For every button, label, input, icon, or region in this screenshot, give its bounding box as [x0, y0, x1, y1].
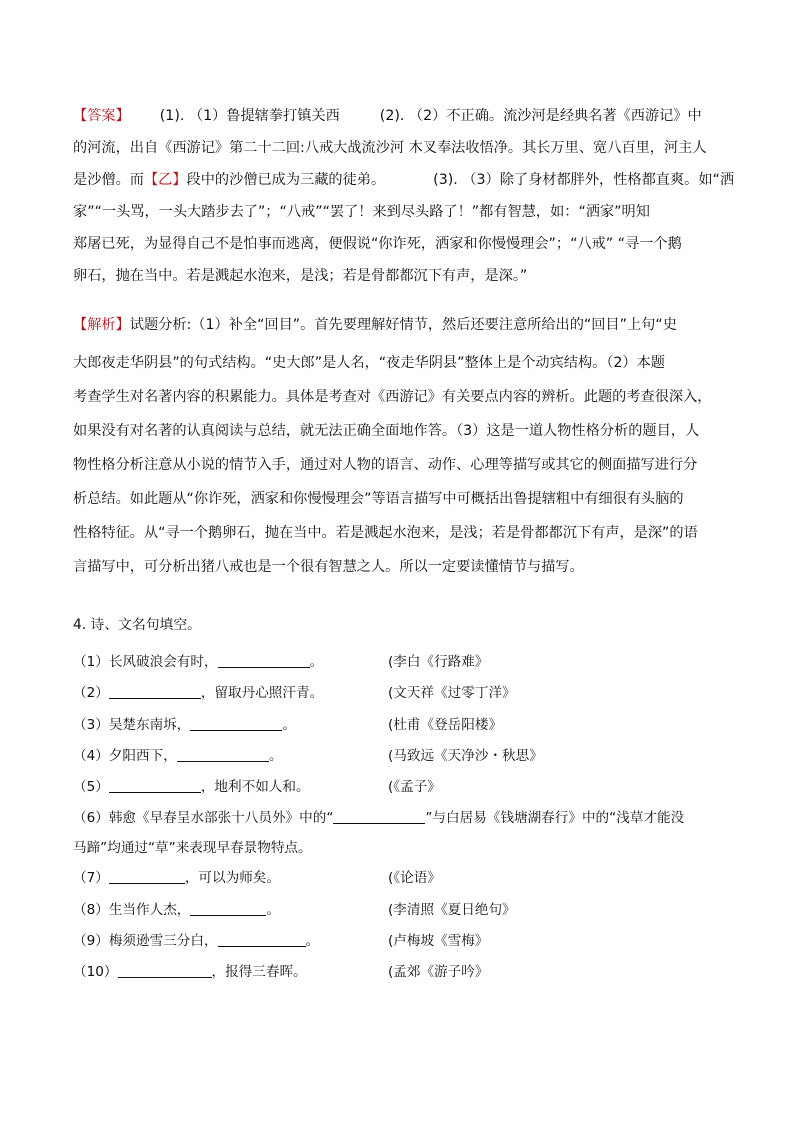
fill-item-8: [73, 895, 733, 926]
item-prefix: 吴楚东南坼，: [108, 716, 191, 733]
answer-blank[interactable]: [109, 774, 201, 793]
answer-blank[interactable]: [109, 865, 185, 884]
answer-line-1: [73, 100, 723, 132]
analysis-line-1-text: 试题分析:（1）补全“回目”。首先要理解好情节，然后还要注意所给出的“回目”上句“史: [129, 317, 677, 333]
item-suffix: ，可以为师矣。: [184, 870, 280, 887]
fill-item-3: [73, 710, 733, 741]
fill-item-10: [73, 957, 733, 988]
analysis-section: [73, 309, 723, 583]
item-source: (《论语》: [388, 870, 441, 887]
item-number: （1）: [73, 654, 109, 670]
answer-part-3-head: (3). （3）除了身材都胖外，性格都直爽。如“洒: [433, 172, 735, 188]
analysis-line-5: 物性格分析注意从小说的情节入手，通过对人物的语言、动作、心理等描写或其它的侧面描写进行分: [73, 457, 698, 473]
fill-item-6-line-2: 马蹄”均通过“草”来表现早春景物特点。: [73, 840, 312, 857]
item-number: （5）: [73, 779, 109, 796]
answer-blank[interactable]: [218, 649, 310, 668]
item-suffix: ，地利不如人和。: [200, 779, 310, 796]
item-number: （4）: [73, 747, 109, 764]
item-suffix: ，报得三春晖。: [211, 964, 307, 981]
item-number: （8）: [73, 901, 109, 918]
answer-blank[interactable]: [218, 928, 306, 947]
answer-part-1: (1). （1）鲁提辖拳打镇关西: [159, 108, 340, 124]
item-6-text-a: （6）韩愈《早春呈水部张十八员外》中的“: [73, 810, 334, 827]
item-number: （7）: [73, 870, 109, 887]
fill-item-5: [73, 772, 733, 803]
fill-item-7: [73, 863, 733, 894]
analysis-line-6: 析总结。如此题从“你诈死，洒家和你慢慢理会”等语言描写中可概括出鲁提辖粗中有细很有头脑的: [73, 491, 684, 507]
item-suffix: 。: [305, 933, 320, 950]
item-source: (文天祥《过零丁洋》: [388, 685, 516, 702]
fill-in-list: [73, 647, 733, 989]
analysis-line-4: 如果没有对名著的认真阅读与总结，就无法正确全面地作答。（3）这是一道人物性格分析的题目，人: [73, 423, 700, 439]
answer-line-3-text-b: 段中的沙僧已成为三藏的徒弟。: [186, 172, 386, 188]
answer-blank[interactable]: [177, 743, 269, 762]
fill-item-6-line-1: [73, 803, 733, 833]
answer-label: 【答案】: [73, 108, 130, 124]
fill-item-1: [73, 647, 733, 678]
answer-line-3-text-a: 是沙僧。而: [73, 172, 144, 188]
item-number: （9）: [73, 933, 109, 950]
answer-line-6: 卵石，抛在当中。若是溅起水泡来，是浅；若是骨都都沉下有声，是深。”: [73, 268, 528, 284]
item-prefix: 生当作人杰，: [108, 901, 191, 918]
answer-blank[interactable]: [190, 712, 282, 731]
analysis-line-1: [73, 309, 723, 341]
analysis-label: 【解析】: [73, 317, 130, 333]
question-4-title: 4. 诗、文名句填空。: [73, 617, 201, 633]
analysis-line-2: 大郎夜走华阴县”的句式结构。“史大郎”是人名，“夜走华阴县”整体上是个动宾结构。（2）本题: [73, 355, 665, 371]
item-suffix: 。: [266, 901, 280, 918]
answer-line-3: [73, 164, 735, 196]
analysis-line-3: 考查学生对名著内容的积累能力。具体是考查对《西游记》有关要点内容的辨析。此题的考查很深入，: [73, 389, 712, 405]
item-suffix: 。: [282, 716, 296, 733]
item-source: (杜甫《登岳阳楼》: [388, 716, 503, 733]
answer-blank[interactable]: [190, 897, 266, 916]
item-source: (卢梅坡《雪梅》: [388, 933, 489, 950]
analysis-line-7: 性格特征。从“寻一个鹅卵石，抛在当中。若是溅起水泡来，是浅；若是骨都都沉下有声，是深”的语: [73, 525, 698, 541]
answer-blank[interactable]: [333, 805, 425, 824]
analysis-line-8: 言描写中，可分析出猪八戒也是一个很有智慧之人。所以一定要读懂情节与描写。: [73, 559, 584, 575]
item-suffix: 。: [268, 747, 283, 764]
answer-part-2-head: (2). （2）不正确。流沙河是经典名著《西游记》中: [379, 108, 702, 124]
item-source: (孟郊《游子吟》: [388, 964, 489, 981]
item-prefix: 夕阳西下，: [108, 747, 177, 764]
item-source: (李清照《夏日绝句》: [388, 901, 516, 918]
item-prefix: 长风破浪会有时，: [108, 654, 218, 670]
fill-item-4: [73, 741, 733, 772]
fill-item-2: [73, 678, 733, 709]
item-number: （2）: [73, 685, 109, 702]
item-source: (马致远《天净沙・秋思》: [388, 747, 543, 764]
item-number: （10）: [73, 964, 118, 981]
answer-blank[interactable]: [109, 680, 201, 699]
item-6-text-b: ”与白居易《钱塘湖春行》中的“浅草才能没: [425, 810, 685, 827]
fill-item-9: [73, 926, 733, 957]
answer-line-2: 的河流，出自《西游记》第二十二回:八戒大战流沙河 木叉奉法收悟净。其长万里、宽八百里，河主人: [73, 140, 707, 156]
item-number: （3）: [73, 716, 109, 733]
answer-blank[interactable]: [118, 959, 212, 978]
item-suffix: 。: [309, 654, 324, 670]
item-prefix: 梅须逊雪三分白，: [108, 933, 218, 950]
answer-section: [73, 100, 735, 292]
answer-line-3-highlight: 【乙】: [143, 172, 187, 188]
item-suffix: ，留取丹心照汗青。: [200, 685, 324, 702]
answer-line-5: 郑屠已死，为显得自己不是怕事而逃离，便假说“你诈死，洒家和你慢慢理会”；“八戒” “寻一个鹅: [73, 236, 682, 252]
answer-line-4: 家”“一头骂，一头大踏步去了”；“八戒”“罢了！来到尽头路了！”都有智慧，如：“洒家”明知: [73, 204, 650, 220]
item-source: (李白《行路难》: [388, 654, 489, 670]
item-source: (《孟子》: [388, 779, 441, 796]
